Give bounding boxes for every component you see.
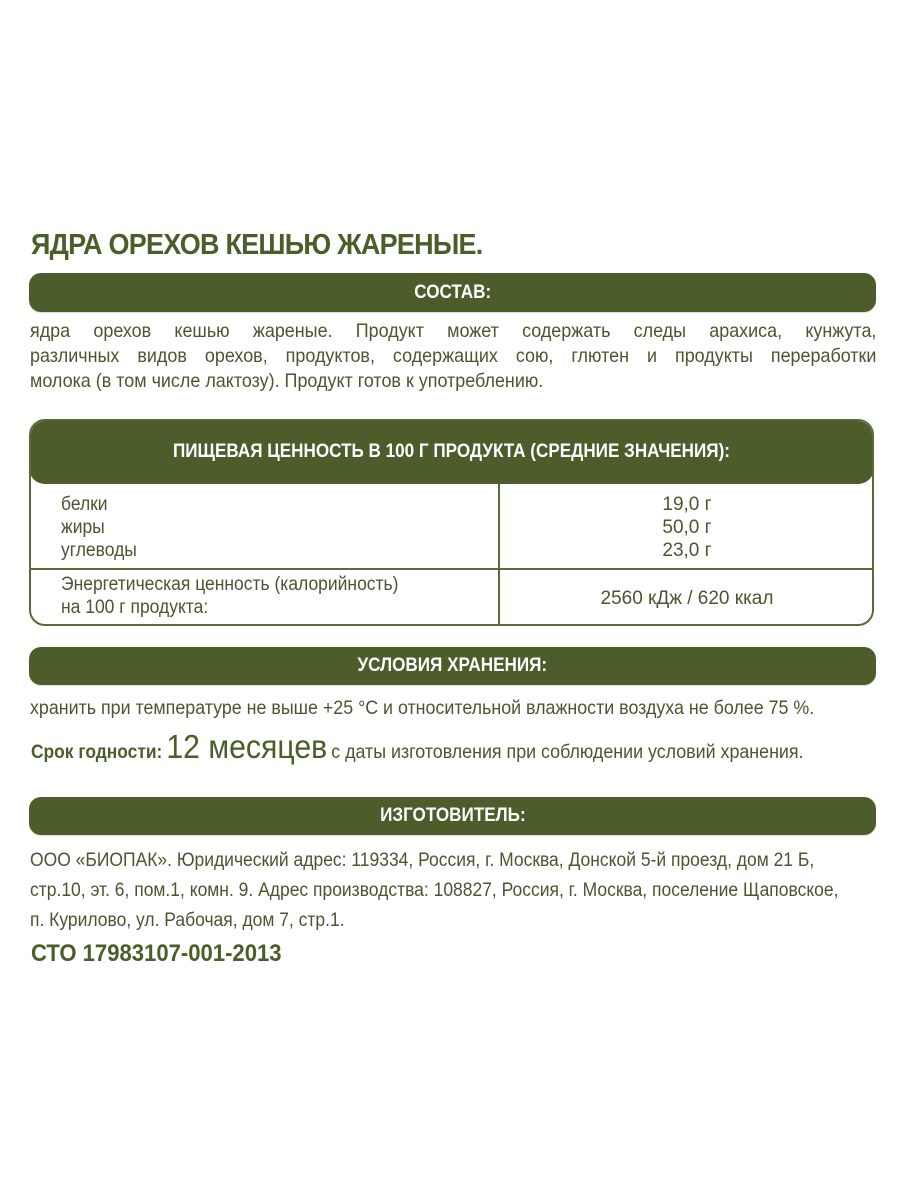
energy-label-line: Энергетическая ценность (калорийность): [61, 574, 399, 595]
manufacturer-text: [30, 846, 839, 936]
energy-label-line: на 100 г продукта:: [61, 597, 209, 618]
shelf-life-label: Срок годности:: [31, 742, 163, 763]
shelf-life: [31, 728, 804, 766]
nutrient-name-protein: белки: [61, 494, 108, 515]
composition-header-label: СОСТАВ:: [414, 281, 491, 303]
row-divider: [31, 568, 872, 570]
nutrient-value-carbs: 23,0 г: [662, 540, 712, 561]
manufacturer-header: [29, 797, 876, 835]
composition-text: [30, 319, 877, 394]
composition-header: [29, 273, 876, 312]
nutrient-names: [61, 493, 137, 562]
nutrient-name-fat: жиры: [61, 517, 105, 538]
energy-label: [61, 573, 398, 619]
nutrition-header: [29, 419, 874, 484]
nutrition-header-label: ПИЩЕВАЯ ЦЕННОСТЬ В 100 Г ПРОДУКТА (СРЕДНИЕ ЗНАЧЕНИЯ):: [172, 440, 731, 462]
standard-code: СТО 17983107-001-2013: [31, 940, 282, 967]
manufacturer-header-label: ИЗГОТОВИТЕЛЬ:: [379, 805, 526, 826]
storage-conditions: хранить при температуре не выше +25 °С и относительной влажности воздуха не более 75 %.: [30, 697, 815, 719]
storage-header-label: УСЛОВИЯ ХРАНЕНИЯ:: [357, 655, 548, 676]
manufacturer-line: стр.10, эт. 6, пом.1, комн. 9. Адрес производства: 108827, Россия, г. Москва, поселение Щаповское,: [30, 880, 839, 901]
nutrient-values: [500, 493, 874, 562]
composition-line: молока (в том числе лактозу). Продукт готов к употреблению.: [30, 370, 544, 392]
manufacturer-line: п. Курилово, ул. Рабочая, дом 7, стр.1.: [30, 910, 345, 931]
nutrient-name-carbs: углеводы: [61, 540, 137, 561]
composition-line: ядра орехов кешью жареные. Продукт может содержать следы арахиса, кунжута,: [30, 320, 877, 342]
nutrition-table: [29, 419, 874, 626]
nutrient-value-protein: 19,0 г: [662, 494, 712, 515]
composition-line: различных видов орехов, продуктов, содержащих сою, глютен и продукты переработки: [30, 345, 877, 367]
shelf-life-value: 12 месяцев: [166, 728, 328, 765]
nutrient-value-fat: 50,0 г: [662, 517, 712, 538]
storage-header: [29, 647, 876, 685]
shelf-life-rest: с даты изготовления при соблюдении условий хранения.: [331, 741, 804, 763]
manufacturer-line: ООО «БИОПАК». Юридический адрес: 119334, Россия, г. Москва, Донской 5-й проезд, дом 21 Б,: [30, 850, 815, 871]
energy-value: 2560 кДж / 620 ккал: [600, 588, 774, 609]
product-title: ЯДРА ОРЕХОВ КЕШЬЮ ЖАРЕНЫЕ.: [31, 229, 483, 261]
